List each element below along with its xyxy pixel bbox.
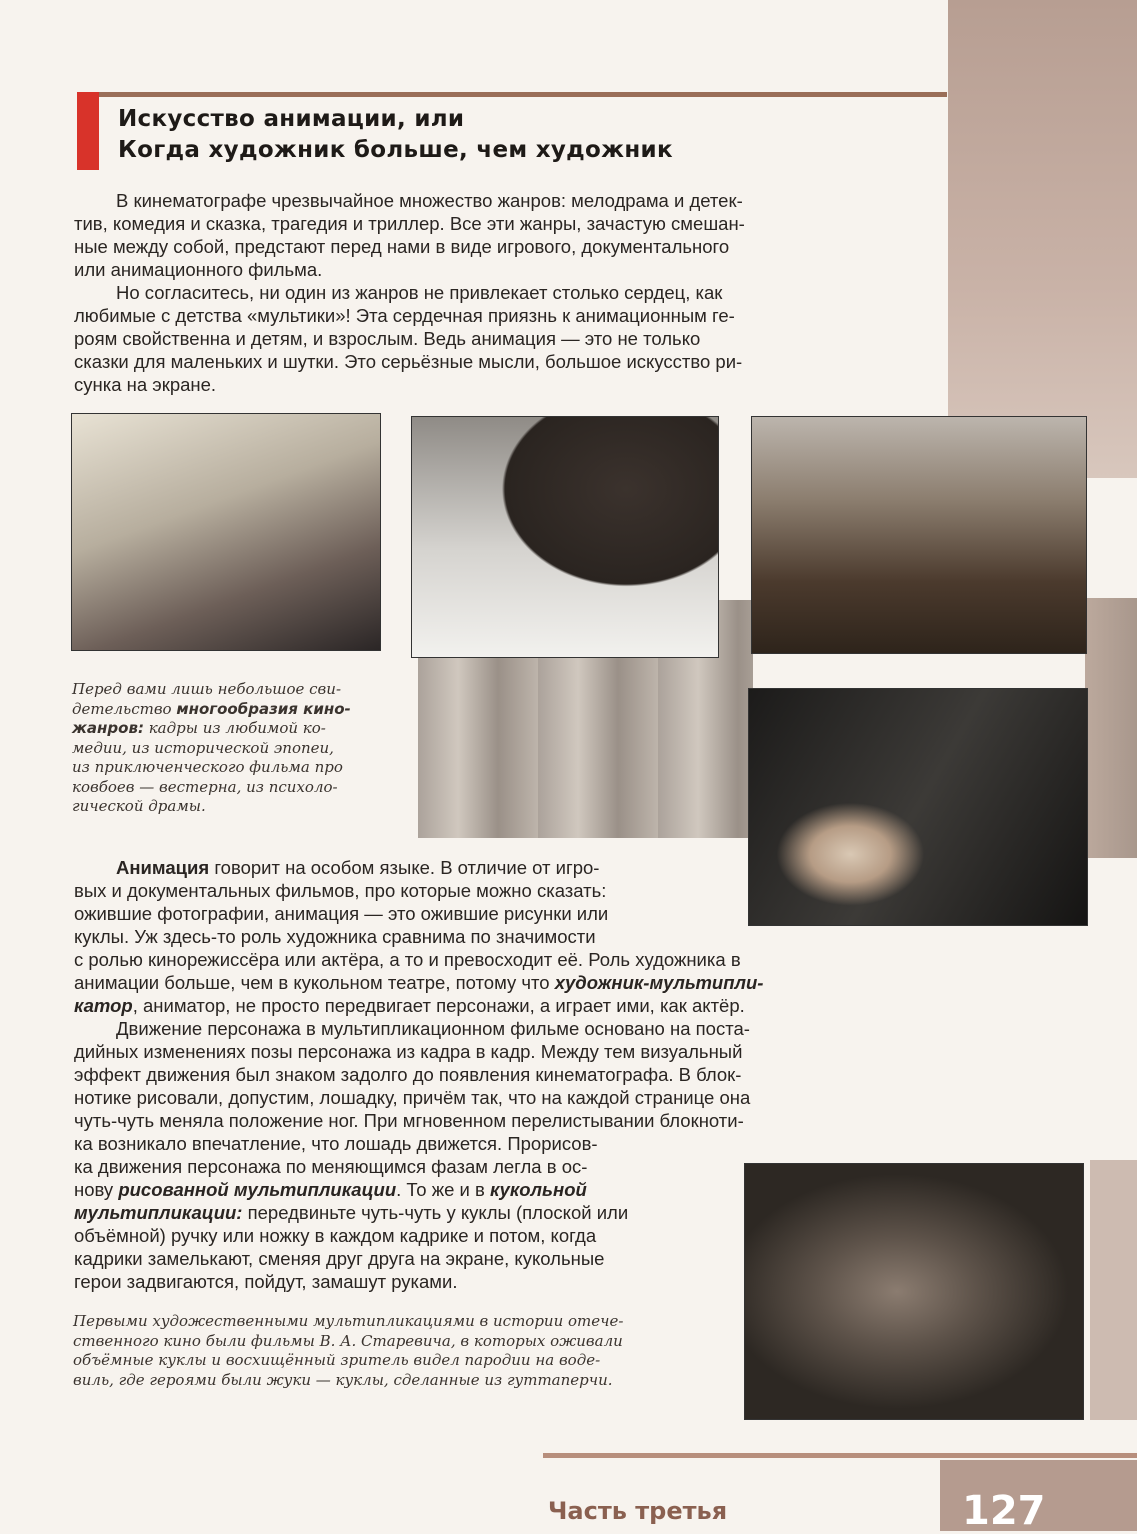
comedy-film-still bbox=[71, 413, 381, 651]
text-line: эффект движения был знаком задолго до появления кинематографа. В блок- bbox=[74, 1064, 742, 1085]
caption-line: Первыми художественными мультипликациями в истории отече- bbox=[73, 1312, 624, 1330]
intro-text bbox=[74, 189, 892, 396]
caption-text: кадры из любимой ко- bbox=[143, 719, 326, 737]
historical-epic-film-still bbox=[411, 416, 719, 658]
caption-line: из приключенческого фильма про bbox=[72, 758, 343, 776]
caption-genres bbox=[72, 680, 382, 817]
western-film-still bbox=[751, 416, 1087, 654]
text-line bbox=[74, 856, 889, 879]
term-puppet-animation: мультипликации: bbox=[74, 1202, 243, 1223]
caption-line: ковбоев — вестерна, из психоло- bbox=[72, 777, 338, 796]
text-line bbox=[74, 1201, 889, 1224]
caption-line: Перед вами лишь небольшое сви- bbox=[72, 680, 342, 698]
header-rule bbox=[77, 92, 947, 97]
text: говорит на особом языке. В отличие от игро- bbox=[209, 857, 600, 878]
text-line: или анимационного фильма. bbox=[74, 259, 323, 280]
text: , аниматор, не просто передвигает персонажи, а играет ими, как актёр. bbox=[132, 995, 745, 1016]
text-line bbox=[74, 971, 889, 994]
text: нову bbox=[74, 1179, 119, 1200]
text-line: ожившие фотографии, анимация — это ожившие рисунки или bbox=[74, 903, 609, 924]
text-line: дийных изменениях позы персонажа из кадра в кадр. Между тем визуальный bbox=[74, 1041, 743, 1062]
caption-term: жанров: bbox=[72, 719, 144, 737]
caption-term: многообразия кино- bbox=[176, 699, 351, 718]
caption-line: объёмные куклы и восхищённый зритель видел пародии на водe- bbox=[73, 1351, 601, 1369]
term-animation: Анимация bbox=[116, 857, 210, 878]
text-line: тив, комедия и сказка, трагедия и триллер. Все эти жанры, зачастую смешан- bbox=[74, 213, 745, 234]
page-number: 127 bbox=[962, 1488, 1046, 1534]
text-line: В кинематографе чрезвычайное множество жанров: мелодрама и детек- bbox=[116, 190, 743, 211]
text-line: с ролью кинорежиссёра или актёра, а то и превосходит её. Роль художника в bbox=[74, 949, 741, 970]
text-line bbox=[74, 1178, 889, 1201]
caption-line bbox=[72, 719, 382, 739]
caption-line: виль, где героями были жуки — куклы, сделанные из гуттаперчи. bbox=[73, 1370, 613, 1389]
caption-text: детельство bbox=[72, 699, 177, 718]
decorative-band bbox=[1090, 1160, 1137, 1420]
text-line bbox=[74, 994, 889, 1017]
term-drawn-animation: рисованной мультипликации bbox=[118, 1179, 397, 1200]
caption-line bbox=[72, 700, 382, 720]
text: . То же и в bbox=[396, 1179, 490, 1200]
text: анимации больше, чем в кукольном театре, потому что bbox=[74, 972, 555, 993]
term-animator: художник-мультипли- bbox=[554, 972, 764, 993]
text-line: кадрики замелькают, сменяя друг друга на экране, кукольные bbox=[74, 1248, 605, 1269]
caption-line: ственного кино были фильмы В. А. Старевича, в которых оживали bbox=[73, 1331, 623, 1350]
page-title-line-2: Когда художник больше, чем художник bbox=[118, 137, 673, 163]
text-line: ка возникало впечатление, что лошадь движется. Прорисов- bbox=[74, 1133, 598, 1154]
text-line: чуть-чуть меняла положение ног. При мгновенном перелистывании блокноти- bbox=[74, 1110, 744, 1131]
header-accent-bar bbox=[77, 92, 99, 170]
page-title-line-1: Искусство анимации, или bbox=[118, 106, 465, 132]
text-line: вых и документальных фильмов, про которые можно сказать: bbox=[74, 880, 607, 901]
term-puppet: кукольной bbox=[489, 1179, 587, 1200]
text-line: ные между собой, предстают перед нами в виде игрового, документального bbox=[74, 236, 730, 257]
text-line: Но согласитесь, ни один из жанров не привлекает столько сердец, как bbox=[116, 282, 723, 303]
text-line: объёмной) ручку или ножку в каждом кадрике и потом, когда bbox=[74, 1225, 597, 1246]
text-line: сунка на экране. bbox=[74, 374, 217, 395]
caption-line: медии, из исторической эпопеи, bbox=[72, 738, 334, 757]
footer-rule bbox=[543, 1453, 1137, 1458]
term-animator-end: катор bbox=[74, 995, 133, 1016]
decorative-band bbox=[1085, 598, 1137, 858]
text-line: любимые с детства «мультики»! Эта сердечная приязнь к анимационным ге- bbox=[74, 305, 735, 326]
animation-text bbox=[74, 856, 889, 1293]
caption-starevich bbox=[73, 1312, 713, 1390]
text-line: нотике рисовали, допустим, лошадку, причём так, что на каждой странице она bbox=[74, 1087, 751, 1108]
caption-line: гической драмы. bbox=[72, 797, 206, 815]
text-line: роям свойственна и детям, и взрослым. Ведь анимация — это не только bbox=[74, 328, 701, 349]
text: передвиньте чуть-чуть у куклы (плоской или bbox=[242, 1202, 629, 1223]
text-line: Движение персонажа в мультипликационном фильме основано на поста- bbox=[116, 1018, 750, 1039]
part-label: Часть третья bbox=[548, 1497, 728, 1525]
text-line: сказки для маленьких и шутки. Это серьёзные мысли, большое искусство ри- bbox=[74, 351, 743, 372]
text-line: куклы. Уж здесь-то роль художника сравнима по значимости bbox=[74, 926, 596, 947]
text-line: герои задвигаются, пойдут, замашут руками. bbox=[74, 1271, 458, 1292]
decorative-band bbox=[948, 0, 1137, 478]
text-line: ка движения персонажа по меняющимся фазам легла в ос- bbox=[74, 1156, 588, 1177]
